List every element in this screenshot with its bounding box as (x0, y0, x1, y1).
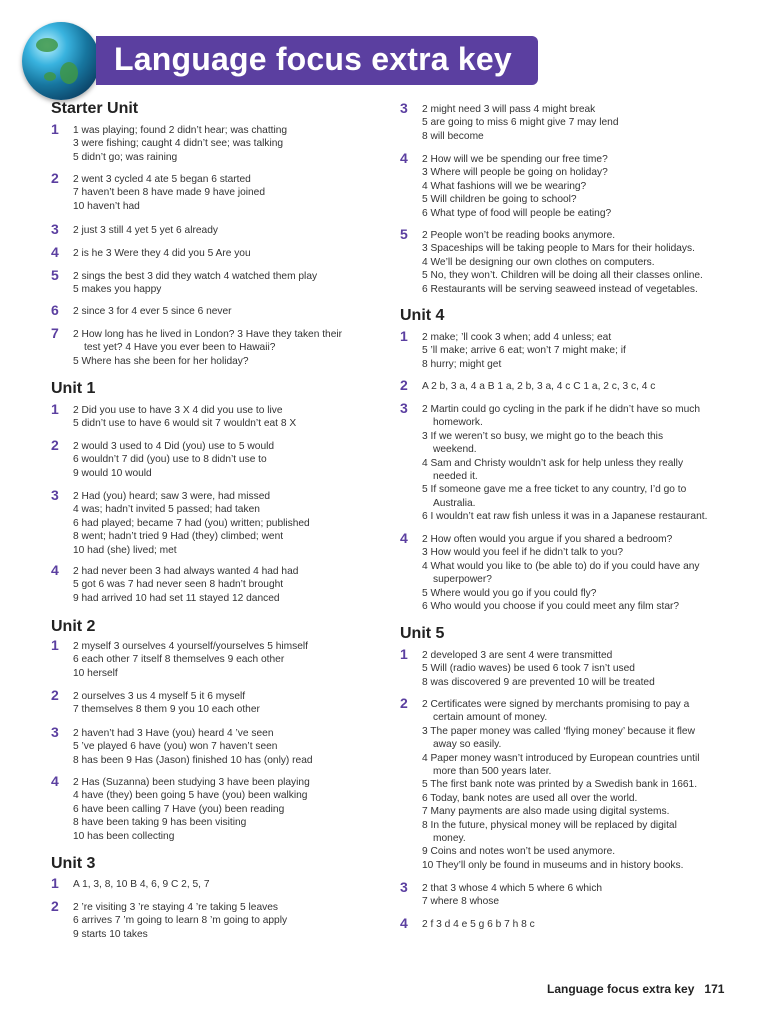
exercise-number: 4 (400, 530, 408, 546)
exercise-number: 4 (400, 915, 408, 931)
exercise-block (51, 244, 381, 260)
answer-line: 5 If someone gave me a free ticket to any country, I’d go to (422, 484, 687, 496)
answer-line: 8 In the future, physical money will be replaced by digital (422, 819, 677, 831)
answer-line: 6 have been calling 7 Have (you) been reading (73, 803, 285, 815)
exercise-block (51, 724, 381, 767)
unit-heading: Unit 3 (51, 855, 96, 872)
exercise-number: 4 (51, 562, 59, 578)
answer-line: 9 starts 10 takes (73, 928, 148, 940)
answer-line: certain amount of money. (433, 712, 548, 724)
answer-line: 6 Restaurants will be serving seaweed instead of vegetables. (422, 283, 698, 295)
answer-line: 8 hurry; might get (422, 358, 502, 370)
answer-line: 6 each other 7 itself 8 themselves 9 each other (73, 654, 285, 666)
answer-line: 2 How long has he lived in London? 3 Have they taken their (73, 329, 343, 340)
answer-line: 6 had played; became 7 had (you) written; published (73, 517, 310, 529)
answer-line: 3 Spaceships will be taking people to Mars for their holidays. (422, 243, 695, 255)
exercise-number: 1 (51, 875, 59, 891)
exercise-number: 4 (400, 150, 408, 166)
answer-line: 3 were fishing; caught 4 didn’t see; was talking (73, 138, 284, 150)
exercise-block (51, 267, 381, 297)
answer-line: homework. (433, 417, 483, 429)
answer-line: 9 would 10 would (73, 467, 152, 479)
exercise-block (51, 562, 381, 605)
footer-label: Language focus extra key (547, 982, 695, 996)
exercise-number: 3 (51, 724, 59, 740)
answer-line: needed it. (433, 471, 478, 483)
answer-line: 3 The paper money was called ‘flying money’ because it flew (422, 725, 695, 737)
unit-heading: Starter Unit (51, 100, 139, 117)
answer-line: 2 ’re visiting 3 ’re staying 4 ’re taking 5 leaves (73, 902, 278, 913)
exercise-block (400, 377, 730, 393)
answer-line: 4 was; hadn’t invited 5 passed; had taken (73, 504, 260, 516)
answer-line: 5 didn’t go; was raining (73, 151, 178, 163)
answer-line: 5 didn’t use to have 6 would sit 7 wouldn’t eat 8 X (73, 418, 297, 430)
answer-line: 2 make; ’ll cook 3 when; add 4 unless; eat (422, 332, 612, 343)
answer-line: 8 has been 9 Has (Jason) finished 10 has (only) read (73, 754, 313, 766)
exercise-number: 3 (51, 221, 59, 237)
answer-line: 8 went; hadn’t tried 9 Had (they) climbed; went (73, 531, 284, 543)
answer-line: 2 had never been 3 had always wanted 4 had had (73, 566, 299, 577)
answer-line: 10 herself (73, 667, 118, 679)
globe-land (44, 72, 56, 81)
exercise-block (51, 401, 381, 431)
unit-heading: Unit 4 (400, 307, 445, 324)
answer-line: 5 got 6 was 7 had never seen 8 hadn’t brought (73, 579, 284, 591)
answer-line: 7 haven’t been 8 have made 9 have joined (73, 187, 266, 199)
page-footer (547, 982, 724, 996)
exercise-number: 4 (51, 244, 59, 260)
answer-line: 2 People won’t be reading books anymore. (422, 230, 616, 241)
answer-line: 10 They’ll only be found in museums and in history books. (422, 859, 684, 871)
exercise-block (51, 302, 381, 318)
answer-line: 2 f 3 d 4 e 5 g 6 b 7 h 8 c (422, 919, 535, 930)
exercise-block (51, 773, 381, 843)
answer-line: 5 ’ve played 6 have (you) won 7 haven’t seen (73, 741, 278, 753)
answer-line: 4 What fashions will we be wearing? (422, 180, 587, 192)
answer-line: 6 arrives 7 ’m going to learn 8 ’m going to apply (73, 915, 288, 927)
answer-line: 6 What type of food will people be eating? (422, 207, 612, 219)
exercise-number: 1 (51, 121, 59, 137)
exercise-block (51, 898, 381, 941)
globe-land (60, 62, 78, 84)
answer-line: 4 What would you like to (be able to) do if you could have any (422, 560, 700, 572)
exercise-number: 2 (400, 695, 408, 711)
answer-line: money. (433, 833, 466, 845)
answer-line: 5 Will children be going to school? (422, 194, 577, 206)
exercise-number: 2 (51, 687, 59, 703)
answer-line: 7 where 8 whose (422, 896, 500, 908)
answer-line: 5 makes you happy (73, 284, 162, 296)
exercise-block (51, 487, 381, 557)
answer-line: 9 had arrived 10 had set 11 stayed 12 danced (73, 592, 280, 604)
answer-line: 3 If we weren’t so busy, we might go to the beach this (422, 430, 664, 442)
globe-logo (22, 22, 100, 100)
answer-line: 2 Martin could go cycling in the park if he didn’t have so much (422, 404, 701, 415)
exercise-number: 2 (51, 898, 59, 914)
answer-line: 4 Sam and Christy wouldn’t ask for help unless they really (422, 457, 684, 469)
answer-line: 2 Has (Suzanna) been studying 3 have been playing (73, 777, 310, 788)
answer-line: 2 Did you use to have 3 X 4 did you use to live (73, 405, 283, 416)
answer-line: 2 just 3 still 4 yet 5 yet 6 already (73, 225, 218, 236)
exercise-block (51, 170, 381, 213)
answer-line: 5 Where has she been for her holiday? (73, 355, 249, 367)
answer-line: 7 themselves 8 them 9 you 10 each other (73, 704, 260, 716)
exercise-block (51, 325, 381, 368)
answer-line: 2 would 3 used to 4 Did (you) use to 5 would (73, 441, 275, 452)
answer-line: 2 How often would you argue if you shared a bedroom? (422, 534, 673, 545)
answer-line: 2 haven’t had 3 Have (you) heard 4 ’ve seen (73, 728, 274, 739)
answer-line: 6 Who would you choose if you could meet any film star? (422, 601, 680, 613)
answer-line: 3 How would you feel if he didn’t talk to you? (422, 547, 624, 559)
answer-line: 2 that 3 whose 4 which 5 where 6 which (422, 883, 603, 894)
exercise-block (51, 221, 381, 237)
exercise-number: 2 (51, 437, 59, 453)
answer-line: 2 myself 3 ourselves 4 yourself/yourselves 5 himself (73, 641, 308, 652)
answer-line: 5 Where would you go if you could fly? (422, 587, 597, 599)
exercise-number: 3 (400, 400, 408, 416)
answer-line: 5 The first bank note was printed by a Swedish bank in 1661. (422, 779, 698, 791)
answer-line: 2 Had (you) heard; saw 3 were, had missed (73, 491, 271, 502)
answer-line: Australia. (433, 497, 476, 509)
exercise-number: 1 (400, 646, 408, 662)
answer-line: 2 might need 3 will pass 4 might break (422, 104, 596, 115)
exercise-number: 5 (51, 267, 59, 283)
exercise-block (51, 875, 381, 891)
exercise-number: 3 (400, 100, 408, 116)
answer-line: 2 since 3 for 4 ever 5 since 6 never (73, 306, 232, 317)
exercise-block (51, 121, 381, 164)
answer-line: 8 will become (422, 130, 484, 142)
exercise-block (400, 328, 730, 371)
exercise-number: 1 (51, 637, 59, 653)
exercise-number: 3 (51, 487, 59, 503)
unit-heading: Unit 1 (51, 380, 96, 397)
answer-line: 8 was discovered 9 are prevented 10 will be treated (422, 676, 655, 688)
unit-heading: Unit 5 (400, 625, 445, 642)
answer-line: away so easily. (433, 739, 502, 751)
answer-line: 10 haven’t had (73, 200, 140, 212)
answer-line: 2 is he 3 Were they 4 did you 5 Are you (73, 248, 251, 259)
answer-line: 9 Coins and notes won’t be used anymore. (422, 846, 616, 858)
answer-line: 8 have been taking 9 has been visiting (73, 817, 247, 829)
answer-line: 4 Paper money wasn’t introduced by European countries until (422, 752, 700, 764)
answer-line: 2 developed 3 are sent 4 were transmitted (422, 650, 613, 661)
answer-line: weekend. (433, 444, 477, 456)
answer-line: superpower? (433, 574, 492, 586)
answer-line: 5 are going to miss 6 might give 7 may lend (422, 117, 619, 129)
exercise-block (400, 530, 730, 613)
page-number: 171 (704, 982, 725, 996)
title-banner (96, 36, 538, 85)
exercise-number: 5 (400, 226, 408, 242)
exercise-number: 1 (51, 401, 59, 417)
exercise-block (400, 879, 730, 909)
answer-line: A 2 b, 3 a, 4 a B 1 a, 2 b, 3 a, 4 c C 1 a, 2 c, 3 c, 4 c (422, 381, 656, 392)
answer-line: 1 was playing; found 2 didn’t hear; was chatting (73, 125, 288, 136)
answer-line: 5 ’ll make; arrive 6 eat; won’t 7 might make; if (422, 345, 626, 357)
answer-line: 10 had (she) lived; met (73, 544, 177, 556)
page-title: Language focus extra key (114, 41, 512, 77)
answer-line: 2 went 3 cycled 4 ate 5 began 6 started (73, 174, 251, 185)
exercise-number: 2 (400, 377, 408, 393)
answer-line: 2 How will we be spending our free time? (422, 154, 608, 165)
globe-land (36, 38, 58, 52)
answer-line: 2 ourselves 3 us 4 myself 5 it 6 myself (73, 691, 246, 702)
exercise-block (400, 646, 730, 689)
answer-line: 5 No, they won’t. Children will be doing all their classes online. (422, 270, 703, 282)
exercise-block (51, 437, 381, 480)
exercise-block (400, 100, 730, 143)
answer-line: 4 have (they) been going 5 have (you) been walking (73, 790, 308, 802)
exercise-block (51, 687, 381, 717)
answer-line: 7 Many payments are also made using digital systems. (422, 806, 670, 818)
exercise-number: 7 (51, 325, 59, 341)
answer-line: more than 500 years later. (433, 766, 552, 778)
answer-line: 5 Will (radio waves) be used 6 took 7 isn’t used (422, 663, 635, 675)
answer-line: 6 Today, bank notes are used all over the world. (422, 792, 638, 804)
exercise-block (400, 915, 730, 931)
answer-line: 2 sings the best 3 did they watch 4 watched them play (73, 271, 318, 282)
exercise-block (400, 226, 730, 296)
exercise-number: 6 (51, 302, 59, 318)
exercise-block (51, 637, 381, 680)
answer-line: A 1, 3, 8, 10 B 4, 6, 9 C 2, 5, 7 (73, 879, 210, 890)
exercise-number: 3 (400, 879, 408, 895)
unit-heading: Unit 2 (51, 618, 96, 635)
answer-line: 10 has been collecting (73, 830, 175, 842)
exercise-block (400, 150, 730, 220)
exercise-block (400, 400, 730, 524)
answer-line: 3 Where will people be going on holiday? (422, 167, 608, 179)
exercise-block (400, 695, 730, 872)
answer-line: 4 We’ll be designing our own clothes on computers. (422, 256, 655, 268)
answer-line: 6 I wouldn’t eat raw fish unless it was in a Japanese restaurant. (422, 511, 708, 523)
exercise-number: 2 (51, 170, 59, 186)
answer-line: 6 wouldn’t 7 did (you) use to 8 didn’t use to (73, 454, 267, 466)
answer-line: test yet? 4 Have you ever been to Hawaii? (84, 342, 276, 354)
exercise-number: 1 (400, 328, 408, 344)
answer-line: 2 Certificates were signed by merchants promising to pay a (422, 699, 690, 710)
exercise-number: 4 (51, 773, 59, 789)
